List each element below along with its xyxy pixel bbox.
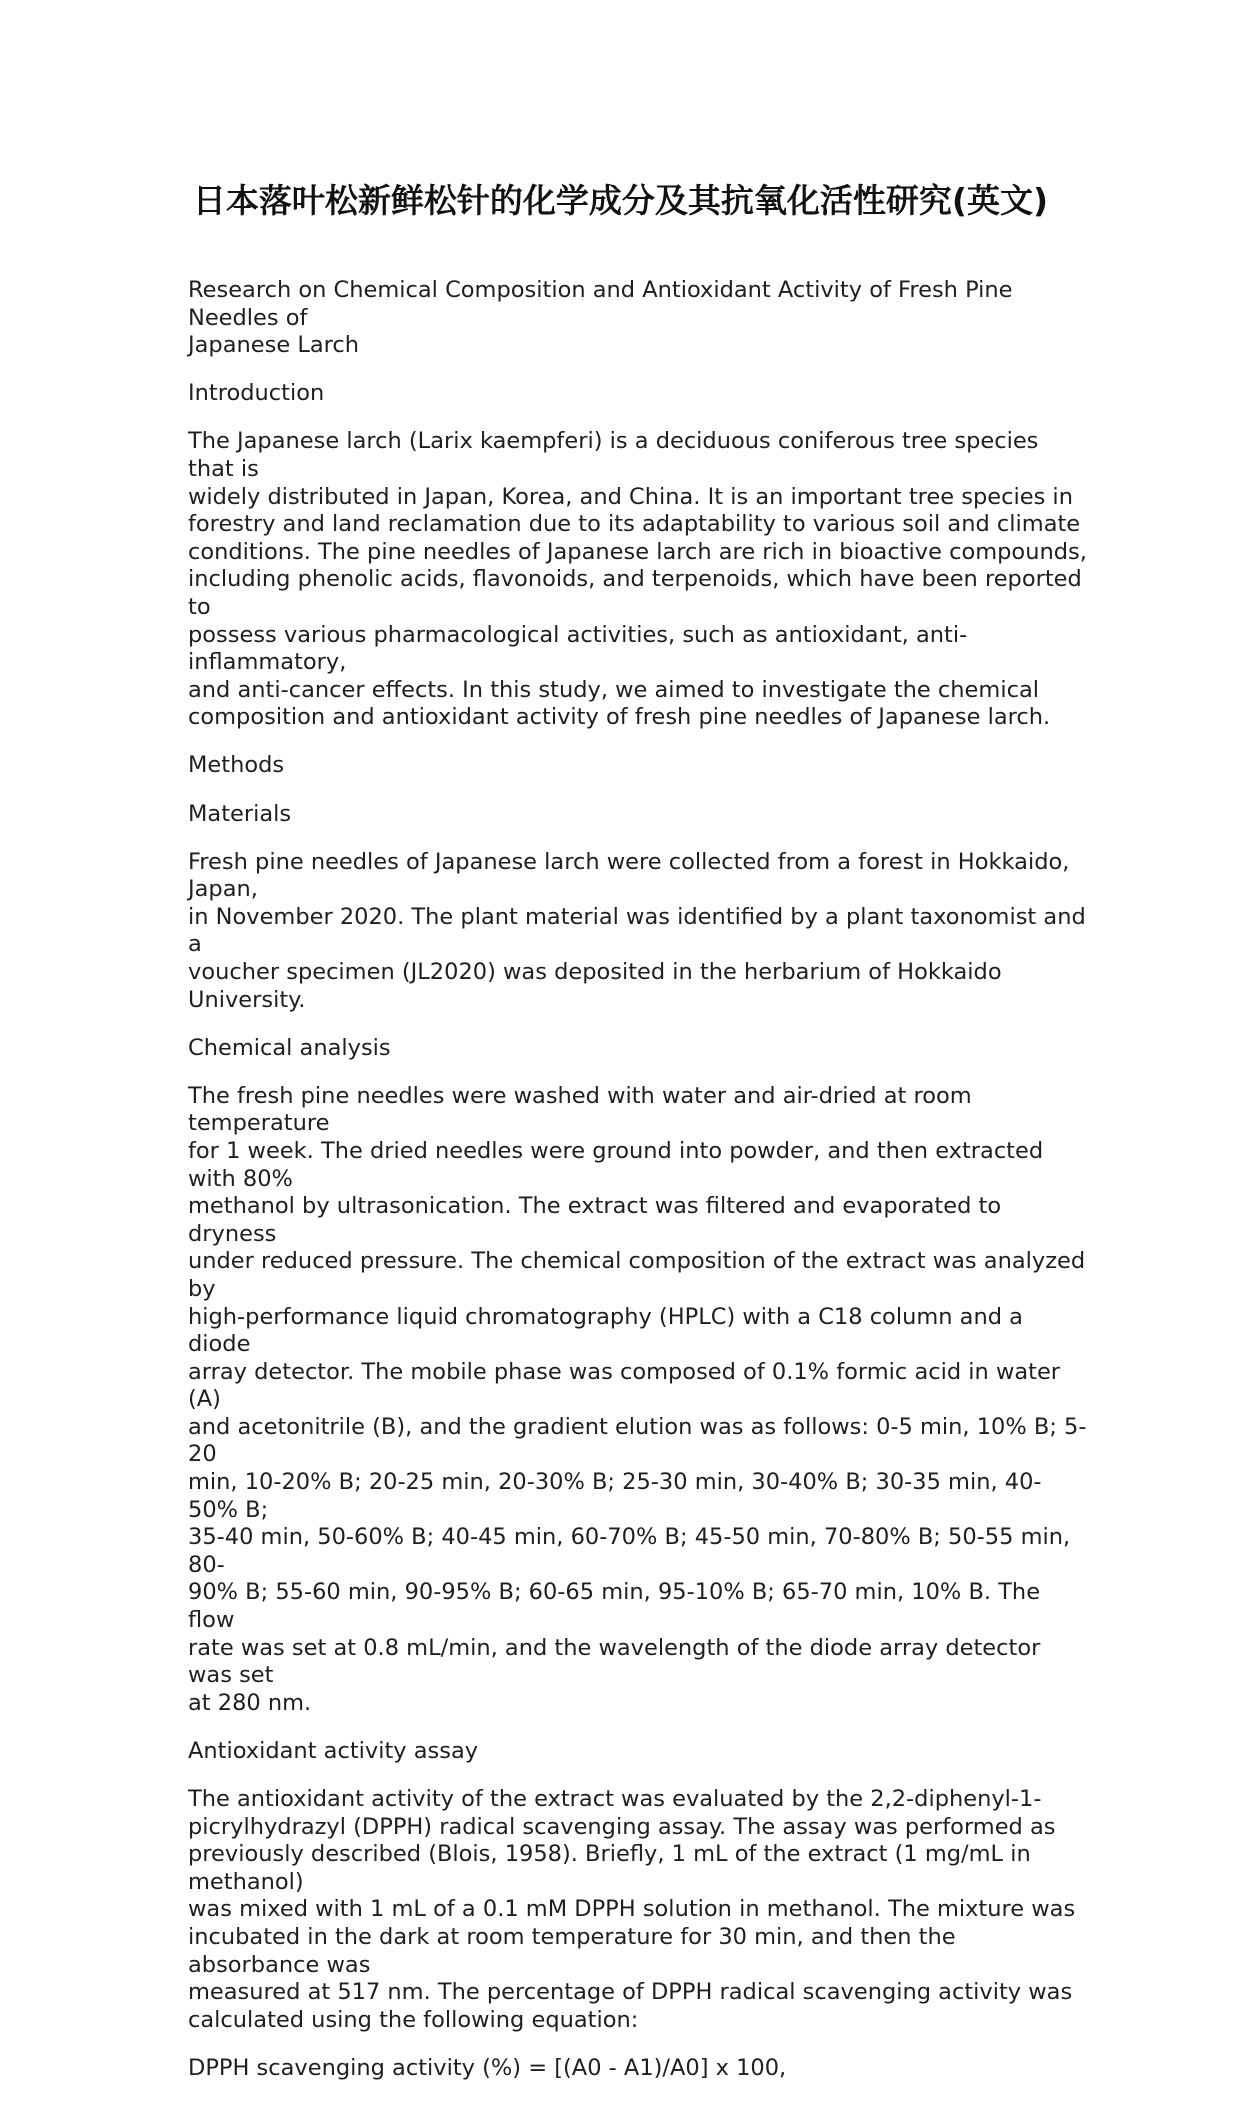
document-body — [188, 277, 1088, 2103]
antioxidant-assay-paragraph: The antioxidant activity of the extract was evaluated by the 2,2-diphenyl-1- picrylhydrazyl (DPPH) radical scavenging assay. The assay was performed as previously described (Blois, 1958). Briefly, 1 mL of the extract (1 mg/mL in methanol) was mixed with 1 mL of a 0.1 mM DPPH solution in methanol. The mixture was incubated in the dark at room temperature for 30 min, and then the absorbance was measured at 517 nm. The percentage of DPPH radical scavenging activity was calculated using the following equation: — [188, 1786, 1076, 2033]
dpph-equation: DPPH scavenging activity (%) = [(A0 - A1)/A0] x 100, — [188, 2054, 787, 2081]
english-title: Research on Chemical Composition and Antioxidant Activity of Fresh Pine Needles of Japanese Larch — [188, 277, 1013, 359]
page-title: 日本落叶松新鲜松针的化学成分及其抗氧化活性研究(英文) — [192, 181, 1049, 220]
introduction-paragraph: The Japanese larch (Larix kaempferi) is a deciduous coniferous tree species that is widely distributed in Japan, Korea, and China. It is an important tree species in forestry and land reclamation due to its adaptability to various soil and climate conditions. The pine needles of Japanese larch are rich in bioactive compounds, including phenolic acids, flavonoids, and terpenoids, which have been reported to possess various pharmacological activities, such as antioxidant, anti-inflammatory, and anti-cancer effects. In this study, we aimed to investigate the chemical composition and antioxidant activity of fresh pine needles of Japanese larch. — [188, 428, 1087, 731]
chemical-analysis-paragraph: The fresh pine needles were washed with water and air-dried at room temperature for 1 week. The dried needles were ground into powder, and then extracted with 80% methanol by ultrasonication. The extract was filtered and evaporated to dryness under reduced pressure. The chemical composition of the extract was analyzed by high-performance liquid chromatography (HPLC) with a C18 column and a diode array detector. The mobile phase was composed of 0.1% formic acid in water (A) and acetonitrile (B), and the gradient elution was as follows: 0-5 min, 10% B; 5-20 min, 10-20% B; 20-25 min, 20-30% B; 25-30 min, 30-40% B; 30-35 min, 40-50% B; 35-40 min, 50-60% B; 40-45 min, 60-70% B; 45-50 min, 70-80% B; 50-55 min, 80- 90% B; 55-60 min, 90-95% B; 60-65 min, 95-10% B; 65-70 min, 10% B. The flow rate was set at 0.8 mL/min, and the wavelength of the diode array detector was set at 280 nm. — [188, 1082, 1087, 1716]
materials-paragraph: Fresh pine needles of Japanese larch were collected from a forest in Hokkaido, Japan, in November 2020. The plant material was identified by a plant taxonomist and a voucher specimen (JL2020) was deposited in the herbarium of Hokkaido University. — [188, 848, 1086, 1013]
antioxidant-assay-heading: Antioxidant activity assay — [188, 1737, 479, 1764]
methods-heading: Methods — [188, 752, 285, 779]
chemical-analysis-heading: Chemical analysis — [188, 1034, 391, 1061]
introduction-heading: Introduction — [188, 380, 325, 407]
materials-heading: Materials — [188, 800, 292, 827]
